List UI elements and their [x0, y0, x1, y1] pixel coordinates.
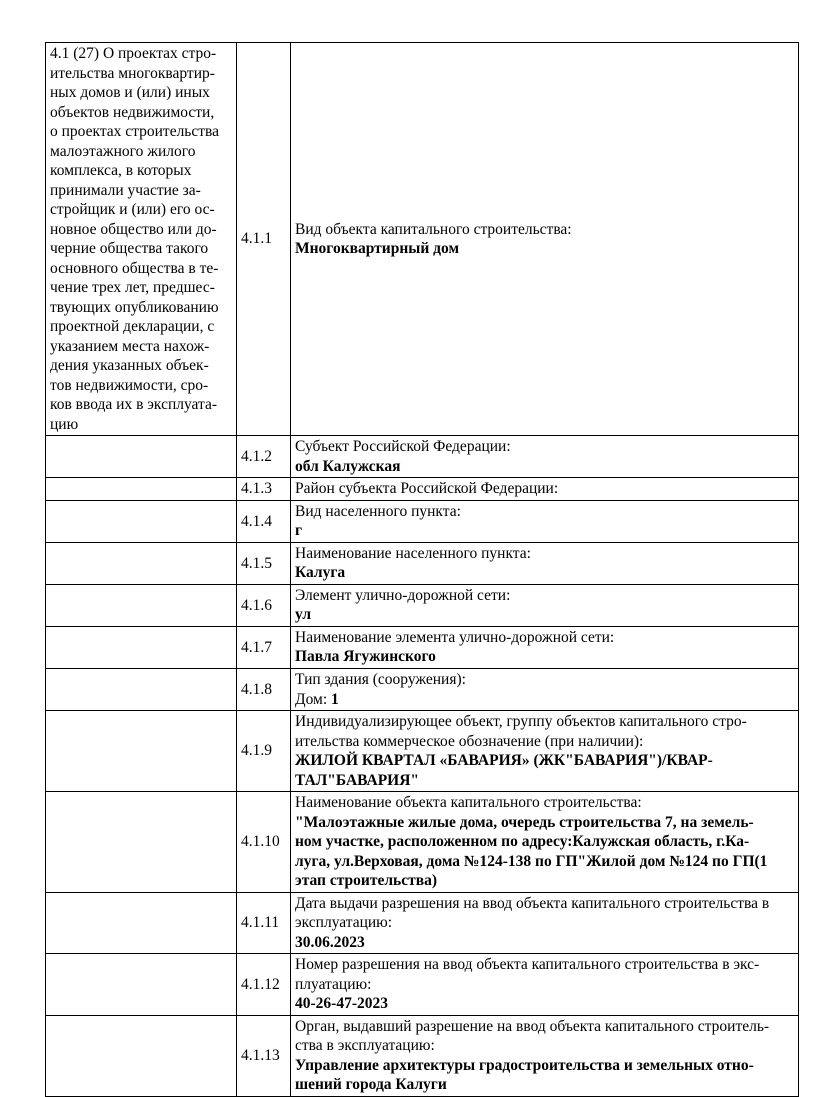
field-label: Вид населенного пункта:	[295, 502, 461, 520]
section-note-empty-cell	[46, 500, 237, 542]
field-label: Наименование населенного пункта:	[295, 544, 531, 562]
field-value: 40-26-47-2023	[295, 995, 388, 1013]
section-note-empty-cell	[46, 1015, 237, 1096]
field-label: Дата выдачи разрешения на ввод объекта капитального строительства в эксплуатацию:	[295, 894, 770, 932]
field-value: Калуга	[295, 564, 346, 582]
field-label: Наименование объекта капитального строительства:	[295, 794, 642, 812]
row-number-cell: 4.1.10	[237, 792, 291, 893]
row-number-cell: 4.1.9	[237, 711, 291, 792]
row-content-cell	[291, 626, 799, 668]
field-value: обл Калужская	[295, 457, 401, 475]
table-row	[46, 500, 799, 542]
row-number-cell: 4.1.5	[237, 542, 291, 584]
section-note-empty-cell	[46, 892, 237, 954]
table-row	[46, 954, 799, 1016]
table-row	[46, 711, 799, 792]
field-value: Многоквартирный дом	[295, 240, 460, 258]
field-value: "Малоэтажные жилые дома, очередь строительства 7, на земель- ном участке, расположенном по адресу:Калужская область, г.Ка- луга, ул.Верховая, дома №124-138 по ГП"Жилой дом №124 по ГП(1 этап строительства)	[295, 813, 768, 890]
row-number-cell: 4.1.12	[237, 954, 291, 1016]
table-row	[46, 792, 799, 893]
table-row	[46, 43, 799, 436]
row-content-cell	[291, 542, 799, 584]
field-value: ЖИЛОЙ КВАРТАЛ «БАВАРИЯ» (ЖК"БАВАРИЯ")/КВАР- ТАЛ"БАВАРИЯ"	[295, 752, 713, 789]
table-body	[46, 43, 799, 1097]
table-row	[46, 436, 799, 478]
row-content-cell	[291, 478, 799, 501]
row-content-cell	[291, 892, 799, 954]
table-row	[46, 584, 799, 626]
row-content-cell	[291, 584, 799, 626]
table-row	[46, 668, 799, 710]
row-number-cell: 4.1.2	[237, 436, 291, 478]
row-number-cell: 4.1.7	[237, 626, 291, 668]
row-content-cell	[291, 500, 799, 542]
row-number-cell: 4.1.6	[237, 584, 291, 626]
table-row	[46, 892, 799, 954]
field-label: Орган, выдавший разрешение на ввод объекта капитального строитель- ства в эксплуатацию:	[295, 1017, 770, 1055]
row-content-cell	[291, 43, 799, 436]
section-note-empty-cell	[46, 478, 237, 501]
field-value: г	[295, 522, 303, 540]
section-note-cell	[46, 43, 237, 436]
section-note-empty-cell	[46, 542, 237, 584]
row-number-cell: 4.1.13	[237, 1015, 291, 1096]
declaration-table	[45, 42, 799, 1097]
section-note-empty-cell	[46, 668, 237, 710]
field-label: Индивидуализирующее объект, группу объектов капитального стро- ительства коммерческое обозначение (при наличии):	[295, 713, 747, 750]
section-note-empty-cell	[46, 711, 237, 792]
row-content-cell	[291, 1015, 799, 1096]
section-note-empty-cell	[46, 626, 237, 668]
row-number-cell: 4.1.11	[237, 892, 291, 954]
field-label: Район субъекта Российской Федерации:	[295, 480, 559, 498]
section-note-empty-cell	[46, 792, 237, 893]
section-note-text: 4.1 (27) О проектах стро- ительства многоквартир- ных домов и (или) иных объектов недвижимости, о проектах строительства малоэтажного жилого комплекса, в которых принимали участие за- стройщик и (или) его ос- новное общество или до- черние общества такого основного общества в те- чение трех лет, предшес- твующих опубликованию проектной декларации, с указанием места нахож- дения указанных объек- тов недвижимости, сро- ков ввода их в эксплуата- цию	[50, 45, 220, 433]
field-value: 30.06.2023	[295, 933, 365, 951]
row-number-cell: 4.1.3	[237, 478, 291, 501]
row-content-cell	[291, 792, 799, 893]
row-content-cell	[291, 668, 799, 710]
row-number-cell: 4.1.1	[237, 43, 291, 436]
table-row	[46, 542, 799, 584]
field-label: Элемент улично-дорожной сети:	[295, 586, 511, 604]
section-note-empty-cell	[46, 954, 237, 1016]
field-label: Тип здания (сооружения): Дом:	[295, 670, 466, 708]
section-note-empty-cell	[46, 584, 237, 626]
field-label: Субъект Российской Федерации:	[295, 438, 511, 456]
field-value: Павла Ягужинского	[295, 648, 436, 666]
section-note-empty-cell	[46, 436, 237, 478]
field-label: Номер разрешения на ввод объекта капитального строительства в экс- плуатацию:	[295, 956, 760, 993]
row-content-cell	[291, 436, 799, 478]
field-value: 1	[331, 690, 339, 708]
field-value: ул	[295, 606, 312, 624]
table-row	[46, 1015, 799, 1096]
row-content-cell	[291, 711, 799, 792]
field-label: Наименование элемента улично-дорожной сети:	[295, 628, 615, 646]
row-content-cell	[291, 954, 799, 1016]
row-number-cell: 4.1.4	[237, 500, 291, 542]
table-row	[46, 478, 799, 501]
field-value: Управление архитектуры градостроительства и земельных отно- шений города Калуги	[295, 1056, 754, 1094]
field-label: Вид объекта капитального строительства:	[295, 220, 572, 238]
table-row	[46, 626, 799, 668]
row-number-cell: 4.1.8	[237, 668, 291, 710]
